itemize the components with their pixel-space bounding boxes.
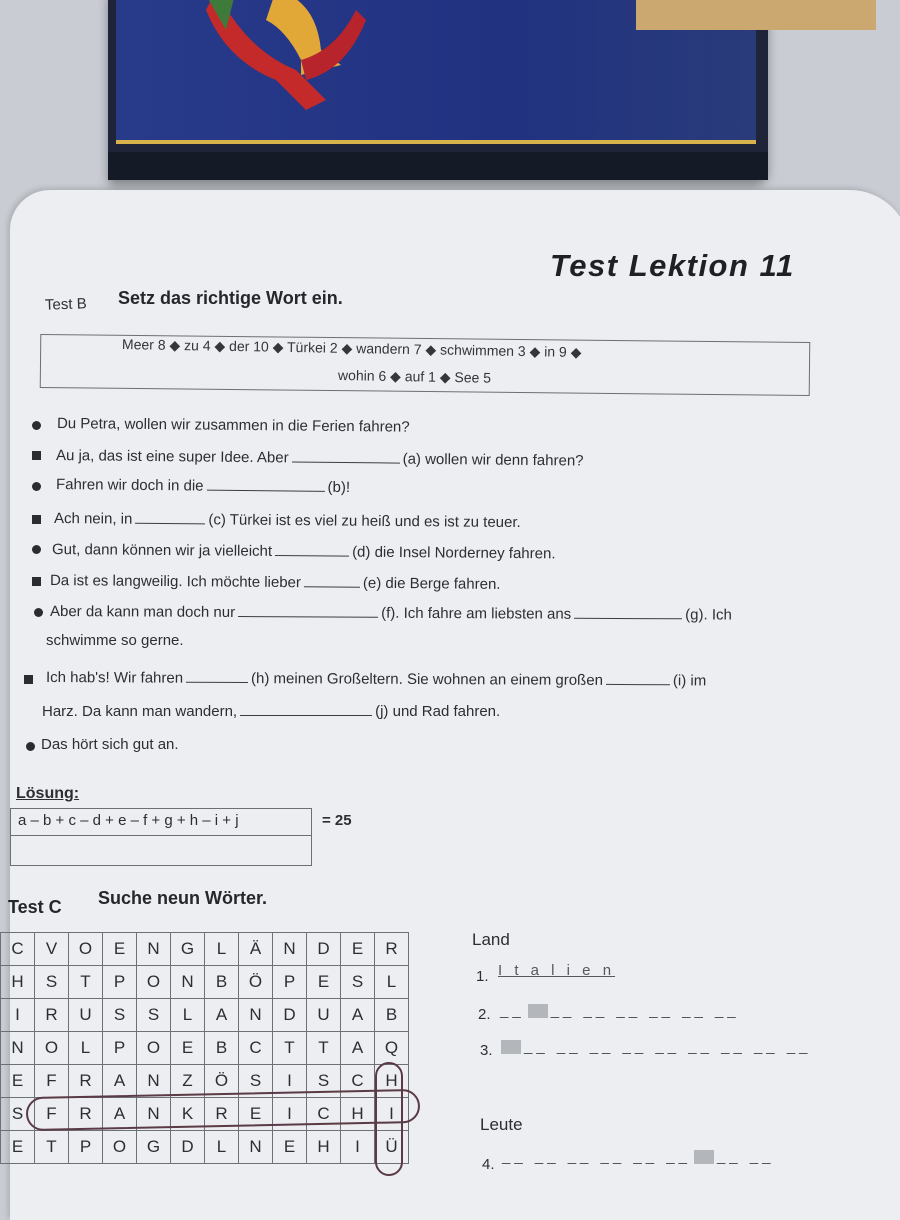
line-text: Da ist es langweilig. Ich möchte lieber	[49, 572, 302, 592]
test-b-heading: Setz das richtige Wort ein.	[118, 288, 343, 308]
grid-cell[interactable]: N	[137, 933, 171, 966]
grid-cell[interactable]: A	[205, 999, 239, 1032]
grid-cell[interactable]: E	[273, 1131, 307, 1164]
grid-cell[interactable]: L	[375, 966, 409, 999]
grid-cell[interactable]: B	[375, 999, 409, 1032]
grid-cell[interactable]: C	[1, 933, 35, 966]
dash-blank: __ __	[716, 1148, 775, 1165]
answer-number: 4.	[482, 1156, 495, 1173]
solution-box-divider	[11, 835, 311, 836]
dialogue-line-4	[54, 508, 521, 531]
grid-cell[interactable]: T	[273, 1032, 307, 1065]
grid-cell[interactable]: S	[137, 999, 171, 1032]
dialogue-line-9	[46, 667, 706, 689]
line-text: Au ja, das ist eine super Idee. Aber	[55, 447, 289, 467]
blank-i[interactable]	[606, 670, 670, 685]
grid-cell[interactable]: C	[341, 1065, 375, 1098]
grid-cell[interactable]: N	[137, 1098, 171, 1131]
solution-formula: a – b + c – d + e – f + g + h – i + j	[18, 812, 239, 829]
bullet-square	[32, 451, 41, 460]
grid-cell[interactable]: A	[103, 1065, 137, 1098]
grid-row	[1, 1131, 409, 1164]
grid-cell[interactable]: T	[35, 1131, 69, 1164]
hint-square	[694, 1150, 714, 1164]
answer-number: 1.	[476, 968, 489, 985]
grid-cell[interactable]: Ä	[239, 933, 273, 966]
leute-heading: Leute	[480, 1115, 523, 1134]
bullet-dot	[34, 608, 43, 617]
line-text: Gut, dann können wir ja vielleicht	[51, 541, 273, 560]
dialogue-line-3	[56, 474, 350, 496]
grid-cell[interactable]: E	[103, 933, 137, 966]
grid-cell[interactable]: P	[103, 1032, 137, 1065]
dialogue-line-7	[50, 601, 732, 624]
dash-blank: __ __ __ __ __ __	[502, 1148, 691, 1165]
grid-cell[interactable]: P	[103, 966, 137, 999]
grid-cell[interactable]: N	[137, 1065, 171, 1098]
grid-cell[interactable]: Z	[171, 1065, 205, 1098]
grid-cell[interactable]: L	[69, 1032, 103, 1065]
answer-number: 2.	[478, 1006, 491, 1023]
grid-cell[interactable]: P	[69, 1131, 103, 1164]
book-spine	[108, 152, 768, 180]
grid-cell[interactable]: D	[307, 933, 341, 966]
book-building-illustration	[636, 0, 876, 30]
grid-cell[interactable]: P	[273, 966, 307, 999]
bullet-square	[24, 675, 33, 684]
grid-cell[interactable]: L	[171, 999, 205, 1032]
grid-cell[interactable]: E	[239, 1098, 273, 1131]
line-text: (c) Türkei ist es viel zu heiß und es ist zu teuer.	[208, 511, 521, 532]
grid-cell[interactable]: S	[307, 1065, 341, 1098]
grid-row	[1, 933, 409, 966]
dialogue-line-8	[46, 632, 184, 649]
grid-cell[interactable]: I	[273, 1065, 307, 1098]
grid-cell[interactable]: H	[1, 966, 35, 999]
dash-blank: __ __ __ __ __ __	[550, 1002, 740, 1019]
line-text: Ach nein, in	[53, 510, 133, 528]
line-text: (j) und Rad fahren.	[375, 703, 501, 720]
page-title: Test Lektion 11	[550, 248, 795, 283]
dialogue-line-5	[52, 539, 556, 562]
grid-cell[interactable]: T	[69, 966, 103, 999]
grid-cell[interactable]: L	[205, 933, 239, 966]
loesung-label: Lösung:	[16, 785, 80, 802]
dialogue-line-2	[56, 445, 584, 470]
blank-b[interactable]	[207, 476, 325, 492]
grid-cell[interactable]: E	[171, 1032, 205, 1065]
line-text: (i) im	[672, 672, 707, 690]
grid-cell[interactable]: C	[307, 1098, 341, 1131]
test-c-label: Test C	[8, 897, 62, 917]
grid-cell[interactable]: N	[239, 999, 273, 1032]
grid-cell[interactable]: L	[205, 1131, 239, 1164]
grid-cell[interactable]: Q	[375, 1032, 409, 1065]
bell-ribbon-illustration	[206, 0, 366, 120]
grid-cell[interactable]: O	[69, 933, 103, 966]
grid-cell[interactable]: H	[375, 1065, 409, 1098]
grid-cell[interactable]: R	[69, 1098, 103, 1131]
grid-cell[interactable]: R	[69, 1065, 103, 1098]
answer-2-line[interactable]	[500, 1002, 740, 1020]
land-heading: Land	[472, 930, 510, 949]
grid-cell[interactable]: O	[103, 1131, 137, 1164]
line-text: (a) wollen wir denn fahren?	[402, 450, 584, 470]
grid-cell[interactable]: R	[205, 1098, 239, 1131]
word-bank-line-1: Meer 8 ◆ zu 4 ◆ der 10 ◆ Türkei 2 ◆ wandern 7 ◆ schwimmen 3 ◆ in 9 ◆	[121, 336, 582, 361]
grid-cell[interactable]: C	[239, 1032, 273, 1065]
grid-cell[interactable]: Ü	[375, 1131, 409, 1164]
line-text: Das hört sich gut an.	[41, 736, 179, 753]
solution-result: = 25	[322, 812, 352, 829]
grid-cell[interactable]: I	[1, 999, 35, 1032]
grid-cell[interactable]: E	[341, 933, 375, 966]
grid-cell[interactable]: S	[35, 966, 69, 999]
grid-cell[interactable]: U	[307, 999, 341, 1032]
circled-word-vertical	[375, 1062, 403, 1176]
grid-cell[interactable]: S	[239, 1065, 273, 1098]
grid-cell[interactable]: R	[375, 933, 409, 966]
blank-g[interactable]	[574, 604, 682, 620]
line-text: (f). Ich fahre am liebsten ans	[381, 604, 572, 623]
grid-cell[interactable]: I	[273, 1098, 307, 1131]
grid-cell[interactable]: S	[341, 966, 375, 999]
grid-cell[interactable]: O	[137, 1032, 171, 1065]
line-text: Du Petra, wollen wir zusammen in die Ferien fahren?	[56, 415, 410, 436]
word-bank-line-2: wohin 6 ◆ auf 1 ◆ See 5	[337, 367, 492, 386]
worksheet-page	[10, 190, 900, 1220]
grid-cell[interactable]: F	[35, 1065, 69, 1098]
grid-cell[interactable]: E	[307, 966, 341, 999]
grid-cell[interactable]: D	[171, 1131, 205, 1164]
grid-cell[interactable]: G	[137, 1131, 171, 1164]
dialogue-line-1	[57, 415, 410, 436]
line-text: Harz. Da kann man wandern,	[42, 703, 238, 720]
bullet-square	[32, 577, 41, 586]
grid-cell[interactable]: K	[171, 1098, 205, 1131]
line-text: Ich hab's! Wir fahren	[45, 669, 184, 687]
line-text: (h) meinen Großeltern. Sie wohnen an einem großen	[251, 670, 603, 689]
grid-row	[1, 999, 409, 1032]
line-text: schwimme so gerne.	[46, 632, 184, 649]
grid-cell[interactable]: N	[171, 966, 205, 999]
grid-cell[interactable]: A	[103, 1098, 137, 1131]
grid-row	[1, 1032, 409, 1065]
dialogue-line-10	[42, 701, 500, 720]
grid-cell[interactable]: O	[35, 1032, 69, 1065]
grid-cell[interactable]: Ö	[205, 1065, 239, 1098]
grid-cell[interactable]: N	[239, 1131, 273, 1164]
grid-cell[interactable]: I	[341, 1131, 375, 1164]
test-c-heading: Suche neun Wörter.	[98, 888, 268, 908]
answer-number: 3.	[480, 1042, 493, 1059]
bullet-dot	[26, 742, 35, 751]
grid-cell[interactable]: Ö	[239, 966, 273, 999]
grid-cell[interactable]: B	[205, 966, 239, 999]
book-cover	[116, 0, 756, 144]
answer-3-line[interactable]	[498, 1038, 812, 1056]
grid-cell[interactable]: B	[205, 1032, 239, 1065]
blank-f[interactable]	[238, 602, 378, 618]
grid-cell[interactable]: S	[103, 999, 137, 1032]
grid-cell[interactable]: N	[1, 1032, 35, 1065]
grid-cell[interactable]: A	[341, 1032, 375, 1065]
grid-cell[interactable]: I	[375, 1098, 409, 1131]
dash-blank: __ __ __ __ __ __ __ __ __	[524, 1038, 812, 1055]
grid-cell[interactable]: N	[273, 933, 307, 966]
line-text: (g). Ich	[685, 606, 732, 624]
answer-4-line[interactable]	[502, 1148, 775, 1166]
blank-c[interactable]	[135, 509, 205, 525]
line-text: (d) die Insel Norderney fahren.	[352, 543, 556, 563]
grid-cell[interactable]: O	[137, 966, 171, 999]
grid-cell[interactable]: T	[307, 1032, 341, 1065]
line-text: Fahren wir doch in die	[55, 476, 204, 495]
bullet-dot	[32, 482, 41, 491]
blank-h[interactable]	[186, 668, 248, 683]
grid-cell[interactable]: D	[273, 999, 307, 1032]
dialogue-line-11	[41, 736, 179, 753]
dialogue-line-6	[50, 570, 501, 593]
answer-1-line[interactable]: I t a l i e n	[498, 962, 616, 979]
line-text: (b)!	[327, 478, 351, 497]
bullet-dot	[32, 421, 41, 430]
blank-d[interactable]	[275, 541, 349, 557]
blank-e[interactable]	[304, 572, 360, 587]
grid-cell[interactable]: E	[1, 1065, 35, 1098]
grid-cell[interactable]: F	[35, 1098, 69, 1131]
blank-j[interactable]	[240, 701, 372, 716]
grid-cell[interactable]: H	[307, 1131, 341, 1164]
line-text: (e) die Berge fahren.	[362, 574, 501, 593]
grid-cell[interactable]: U	[69, 999, 103, 1032]
line-text: Aber da kann man doch nur	[49, 603, 236, 621]
bullet-dot	[32, 545, 41, 554]
grid-cell[interactable]: E	[1, 1131, 35, 1164]
grid-cell[interactable]: A	[341, 999, 375, 1032]
grid-cell[interactable]: G	[171, 933, 205, 966]
grid-row	[1, 966, 409, 999]
dash-blank: __	[500, 1002, 525, 1019]
grid-cell[interactable]: V	[35, 933, 69, 966]
grid-cell[interactable]: R	[35, 999, 69, 1032]
background-book	[108, 0, 768, 180]
grid-cell[interactable]: H	[341, 1098, 375, 1131]
bullet-square	[32, 515, 41, 524]
hint-square	[528, 1004, 548, 1018]
grid-cell[interactable]: S	[1, 1098, 35, 1131]
blank-a[interactable]	[292, 447, 400, 463]
test-b-label: Test B	[44, 295, 87, 314]
hint-square	[501, 1040, 521, 1054]
